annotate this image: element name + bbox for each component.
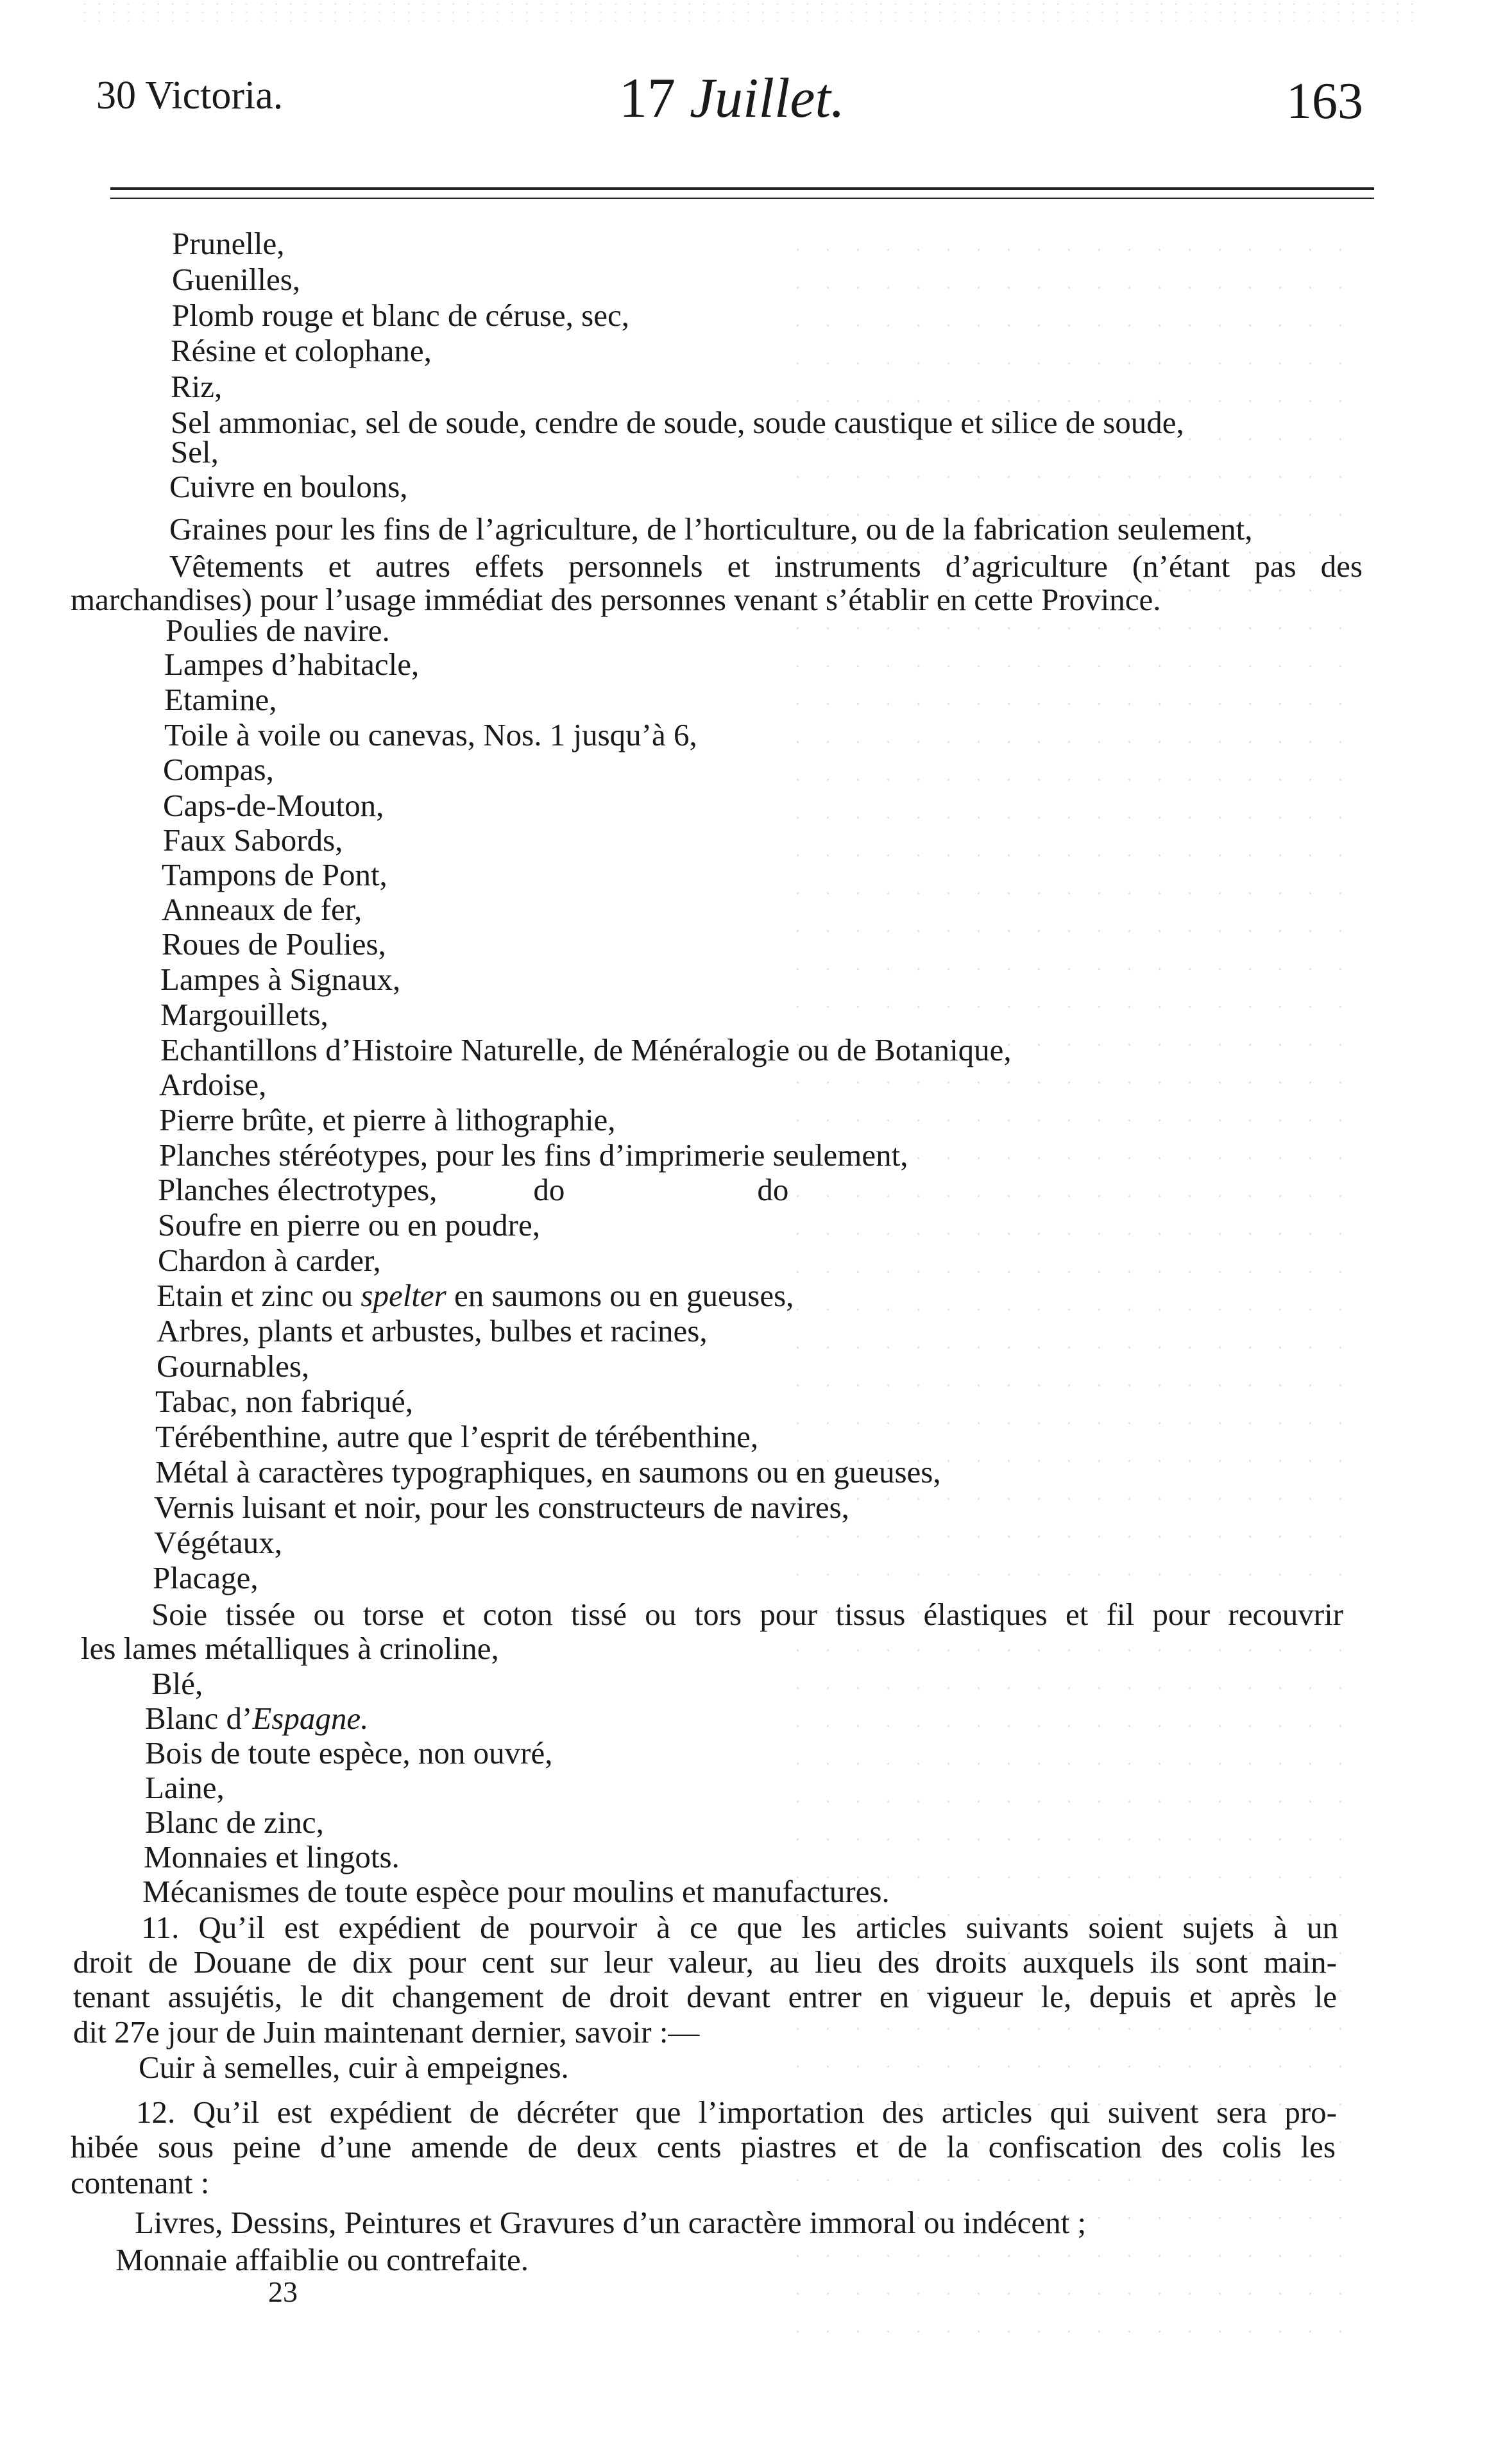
- text-line: Prunelle,: [172, 226, 285, 261]
- text-line: dit 27e jour de Juin maintenant dernier, savoir :—: [73, 2014, 700, 2050]
- text-line: Blanc de zinc,: [145, 1805, 324, 1840]
- date-day: 17: [619, 67, 676, 130]
- text-line: Tampons de Pont,: [162, 857, 387, 892]
- text-line: Roues de Poulies,: [162, 926, 386, 962]
- text-line: contenant :: [71, 2165, 210, 2200]
- text-line: hibée sous peine d’une amende de deux cents piastres et de la confiscation des colis les: [71, 2129, 1336, 2164]
- text-line: Margouillets,: [160, 997, 328, 1032]
- text-line: Riz,: [171, 369, 223, 404]
- text-line: [158, 1174, 788, 1205]
- text-line: Soie tissée ou torse et coton tissé ou tors pour tissus élastiques et fil pour recouvrir: [151, 1597, 1343, 1632]
- signature-mark: 23: [268, 2275, 298, 2308]
- text-line: Pierre brûte, et pierre à lithographie,: [159, 1102, 616, 1137]
- line-text: Planches électrotypes,: [158, 1172, 438, 1207]
- text-line: Anneaux de fer,: [162, 892, 362, 927]
- text-line: Végétaux,: [154, 1525, 282, 1560]
- text-line: Lampes à Signaux,: [160, 962, 401, 997]
- text-line: Poulies de navire.: [166, 613, 390, 648]
- line-text: Etain et zinc ou: [157, 1278, 353, 1313]
- text-line: Laine,: [145, 1770, 225, 1805]
- text-line: [157, 1280, 794, 1311]
- text-line: Mécanismes de toute espèce pour moulins et manufactures.: [142, 1874, 890, 1909]
- text-line: Monnaie affaiblie ou contrefaite.: [115, 2242, 529, 2277]
- text-line: Soufre en pierre ou en poudre,: [158, 1207, 540, 1243]
- scan-noise: [77, 0, 1424, 26]
- text-line: Lampes d’habitacle,: [164, 647, 420, 682]
- text-line: tenant assujétis, le dit changement de droit devant entrer en vigueur le, depuis et après le: [73, 1979, 1337, 2014]
- text-line: droit de Douane de dix pour cent sur leur valeur, au lieu des droits auxquels ils sont main-: [73, 1944, 1337, 1980]
- header-rule: [110, 187, 1374, 190]
- text-line: Faux Sabords,: [163, 822, 343, 858]
- header-rule-thin: [110, 198, 1374, 199]
- italic-term: Espagne.: [252, 1701, 369, 1736]
- line-text-tail: en saumons ou en gueuses,: [446, 1278, 794, 1313]
- text-line: Résine et colophane,: [171, 333, 432, 368]
- text-line: Graines pour les fins de l’agriculture, de l’horticulture, ou de la fabrication seulement,: [169, 511, 1253, 547]
- date-month: Juillet.: [690, 67, 845, 130]
- text-line: Planches stéréotypes, pour les fins d’imprimerie seulement,: [159, 1137, 908, 1173]
- text-line: Bois de toute espèce, non ouvré,: [145, 1735, 553, 1771]
- text-line: Livres, Dessins, Peintures et Gravures d’un caractère immoral ou indécent ;: [135, 2205, 1087, 2240]
- text-line: Chardon à carder,: [158, 1243, 381, 1278]
- running-head-date: [619, 67, 845, 130]
- text-line: Echantillons d’Histoire Naturelle, de Ménéralogie ou de Botanique,: [160, 1032, 1012, 1067]
- text-line: Blé,: [151, 1666, 203, 1701]
- running-head-left: 30 Victoria.: [96, 74, 284, 117]
- text-line: 11. Qu’il est expédient de pourvoir à ce que les articles suivants soient sujets à un: [141, 1910, 1338, 1945]
- text-line: Etamine,: [164, 682, 277, 717]
- text-line: Placage,: [153, 1560, 259, 1595]
- text-line: Cuivre en boulons,: [169, 469, 408, 504]
- text-line: Vernis luisant et noir, pour les constructeurs de navires,: [154, 1490, 849, 1525]
- text-line: Sel ammoniac, sel de soude, cendre de soude, soude caustique et silice de soude,: [171, 405, 1184, 440]
- text-line: Monnaies et lingots.: [144, 1839, 400, 1874]
- italic-term: spelter: [361, 1278, 446, 1313]
- text-line: Térébenthine, autre que l’esprit de térébenthine,: [155, 1419, 759, 1454]
- ditto-mark: do: [533, 1172, 565, 1207]
- line-text: Blanc d’: [145, 1701, 253, 1736]
- text-line: Cuir à semelles, cuir à empeignes.: [139, 2050, 569, 2085]
- text-line: [145, 1703, 368, 1734]
- ditto-mark: do: [757, 1172, 789, 1207]
- text-line: Métal à caractères typographiques, en saumons ou en gueuses,: [155, 1454, 941, 1490]
- text-line: Compas,: [163, 752, 274, 787]
- text-line: Arbres, plants et arbustes, bulbes et racines,: [157, 1313, 708, 1348]
- text-line: Ardoise,: [159, 1067, 267, 1102]
- text-line: les lames métalliques à crinoline,: [81, 1631, 499, 1666]
- text-line: Vêtements et autres effets personnels et instruments d’agriculture (n’étant pas des: [169, 548, 1363, 584]
- text-line: marchandises) pour l’usage immédiat des personnes venant s’établir en cette Province.: [71, 582, 1161, 617]
- text-line: Gournables,: [157, 1348, 310, 1384]
- page-number: 163: [1286, 73, 1363, 130]
- text-line: Plomb rouge et blanc de céruse, sec,: [172, 298, 629, 333]
- text-line: Caps-de-Mouton,: [163, 788, 384, 823]
- text-line: Toile à voile ou canevas, Nos. 1 jusqu’à 6,: [164, 717, 697, 752]
- text-line: Tabac, non fabriqué,: [155, 1384, 414, 1419]
- text-line: 12. Qu’il est expédient de décréter que l’importation des articles qui suivent sera pro-: [136, 2094, 1337, 2130]
- text-line: Sel,: [171, 434, 219, 470]
- text-line: Guenilles,: [172, 262, 301, 297]
